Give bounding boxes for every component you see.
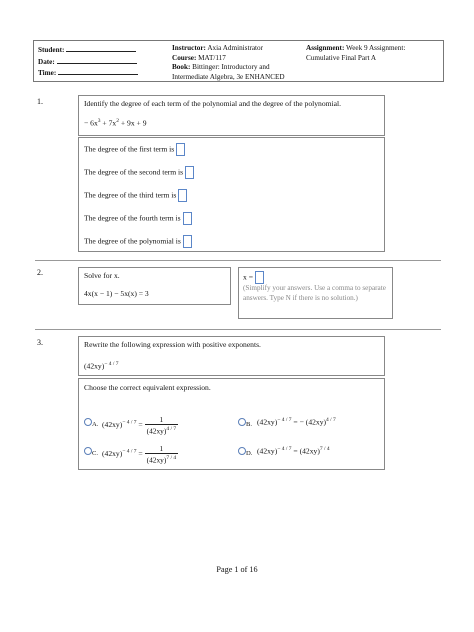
question-2-prompt: Solve for x. bbox=[84, 271, 120, 280]
option-c-denominator bbox=[145, 454, 179, 464]
third-term-degree-input[interactable] bbox=[178, 189, 187, 202]
option-b-rhs: = − (42xy) bbox=[293, 417, 327, 427]
option-a-expression bbox=[102, 415, 178, 435]
student-blank bbox=[66, 44, 136, 52]
assignment-info bbox=[306, 44, 405, 63]
book-value-1: Bittinger: Introductory and bbox=[192, 63, 270, 72]
time-blank bbox=[58, 67, 138, 75]
question-2-equation: 4x(x − 1) − 5x(x) = 3 bbox=[84, 289, 149, 298]
question-3-expression bbox=[84, 359, 119, 372]
course-label: Course: bbox=[172, 53, 197, 62]
option-d-rhs: = (42xy) bbox=[293, 446, 320, 456]
option-a-denominator bbox=[145, 425, 179, 435]
option-a-radio[interactable] bbox=[84, 418, 92, 426]
question-1-polynomial bbox=[84, 116, 147, 129]
option-b-rhs-exp: 4 / 7 bbox=[326, 417, 336, 423]
option-a-lhs: (42xy) bbox=[102, 419, 123, 429]
course-value: MAT/117 bbox=[198, 53, 226, 62]
question-2-number: 2. bbox=[37, 268, 43, 277]
option-a-numerator: 1 bbox=[145, 415, 179, 425]
option-c-expression bbox=[102, 444, 178, 464]
date-blank bbox=[57, 56, 137, 64]
option-c-den-base: (42xy) bbox=[146, 455, 167, 465]
option-d-radio[interactable] bbox=[238, 447, 246, 455]
option-a-den-base: (42xy) bbox=[146, 426, 167, 436]
instructor-label: Instructor: bbox=[172, 44, 206, 52]
option-b-lhs: (42xy) bbox=[257, 417, 278, 427]
question-2-prompt-box bbox=[78, 267, 231, 305]
option-a[interactable] bbox=[84, 413, 98, 431]
question-2-answer-box bbox=[238, 267, 393, 319]
answer-row-second-term bbox=[84, 166, 194, 179]
polynomial-degree-input[interactable] bbox=[183, 235, 192, 248]
question-3-number: 3. bbox=[37, 338, 43, 347]
student-info bbox=[38, 44, 138, 79]
option-d-expression bbox=[257, 444, 330, 457]
separator-2 bbox=[35, 329, 441, 330]
answer-row-first-term bbox=[84, 143, 185, 156]
option-b-expression bbox=[257, 415, 336, 428]
question-1-prompt-box bbox=[78, 95, 385, 136]
first-term-degree-input[interactable] bbox=[176, 143, 185, 156]
option-a-den-exp: 4 / 7 bbox=[166, 426, 177, 432]
poly-part-a: − 6x bbox=[84, 118, 98, 128]
option-c-letter: C. bbox=[92, 450, 99, 457]
assignment-label: Assignment: bbox=[306, 44, 345, 52]
time-label: Time: bbox=[38, 69, 57, 78]
option-d-letter: D. bbox=[246, 450, 253, 457]
answer-row-third-term bbox=[84, 189, 187, 202]
answer-row-x bbox=[243, 271, 264, 284]
fourth-term-degree-input[interactable] bbox=[183, 212, 192, 225]
question-2-hint: (Simplify your answers. Use a comma to separate answers. Type N if there is no solution.) bbox=[243, 284, 386, 302]
question-1-prompt: Identify the degree of each term of the polynomial and the degree of the polynomial. bbox=[84, 99, 342, 108]
option-d[interactable] bbox=[238, 442, 252, 460]
option-b-letter: B. bbox=[246, 421, 253, 428]
poly-exp-b: 2 bbox=[116, 118, 119, 124]
answer-label-first-term: The degree of the first term is bbox=[84, 144, 175, 154]
option-b-radio[interactable] bbox=[238, 418, 246, 426]
page-number: Page 1 of 16 bbox=[216, 565, 258, 574]
option-c-den-exp: 7 / 4 bbox=[166, 455, 177, 461]
student-label: Student: bbox=[38, 46, 65, 54]
expr-base: (42xy) bbox=[84, 361, 105, 371]
option-c-equals: = bbox=[138, 448, 143, 458]
x-answer-label: x = bbox=[243, 272, 253, 282]
assignment-value-1: Week 9 Assignment: bbox=[346, 44, 406, 52]
option-c-fraction bbox=[145, 444, 179, 464]
option-d-lhs-exp: − 4 / 7 bbox=[277, 446, 292, 452]
second-term-degree-input[interactable] bbox=[185, 166, 194, 179]
answer-label-polynomial: The degree of the polynomial is bbox=[84, 236, 181, 246]
option-c-lhs: (42xy) bbox=[102, 448, 123, 458]
assignment-header bbox=[33, 40, 444, 82]
question-3-choose-text: Choose the correct equivalent expression. bbox=[84, 383, 211, 392]
option-b[interactable] bbox=[238, 413, 252, 431]
assignment-value-2: Cumulative Final Part A bbox=[306, 53, 377, 62]
question-1-answer-box bbox=[78, 137, 385, 252]
option-a-letter: A. bbox=[92, 421, 99, 428]
option-a-lhs-exp: − 4 / 7 bbox=[122, 419, 137, 426]
instructor-value: Axia Administrator bbox=[207, 44, 264, 52]
option-d-rhs-exp: 7 / 4 bbox=[319, 446, 330, 452]
x-answer-input[interactable] bbox=[255, 271, 264, 284]
option-d-lhs: (42xy) bbox=[257, 446, 278, 456]
poly-part-c: + 9x + 9 bbox=[118, 118, 147, 128]
answer-row-fourth-term bbox=[84, 212, 192, 225]
answer-label-second-term: The degree of the second term is bbox=[84, 167, 184, 177]
expr-exponent: − 4 / 7 bbox=[104, 361, 119, 367]
question-3-choices-box bbox=[78, 378, 385, 470]
book-label: Book: bbox=[172, 63, 191, 72]
book-value-2: Intermediate Algebra, 3e ENHANCED bbox=[172, 72, 285, 81]
option-c[interactable] bbox=[84, 442, 98, 460]
poly-exp-a: 3 bbox=[97, 118, 101, 124]
answer-row-polynomial bbox=[84, 235, 192, 248]
poly-part-b: + 7x bbox=[100, 118, 117, 128]
separator-1 bbox=[35, 260, 441, 261]
question-3-prompt-box bbox=[78, 336, 385, 376]
answer-label-third-term: The degree of the third term is bbox=[84, 190, 177, 200]
option-a-equals: = bbox=[138, 419, 143, 429]
option-b-lhs-exp: − 4 / 7 bbox=[277, 417, 292, 423]
question-3-prompt: Rewrite the following expression with positive exponents. bbox=[84, 340, 261, 349]
option-a-fraction bbox=[145, 415, 179, 435]
option-c-lhs-exp: − 4 / 7 bbox=[122, 448, 137, 455]
course-info bbox=[172, 44, 285, 82]
answer-label-fourth-term: The degree of the fourth term is bbox=[84, 213, 181, 223]
option-c-radio[interactable] bbox=[84, 447, 92, 455]
question-1-number: 1. bbox=[37, 97, 43, 106]
date-label: Date: bbox=[38, 57, 55, 66]
option-c-numerator: 1 bbox=[145, 444, 179, 454]
